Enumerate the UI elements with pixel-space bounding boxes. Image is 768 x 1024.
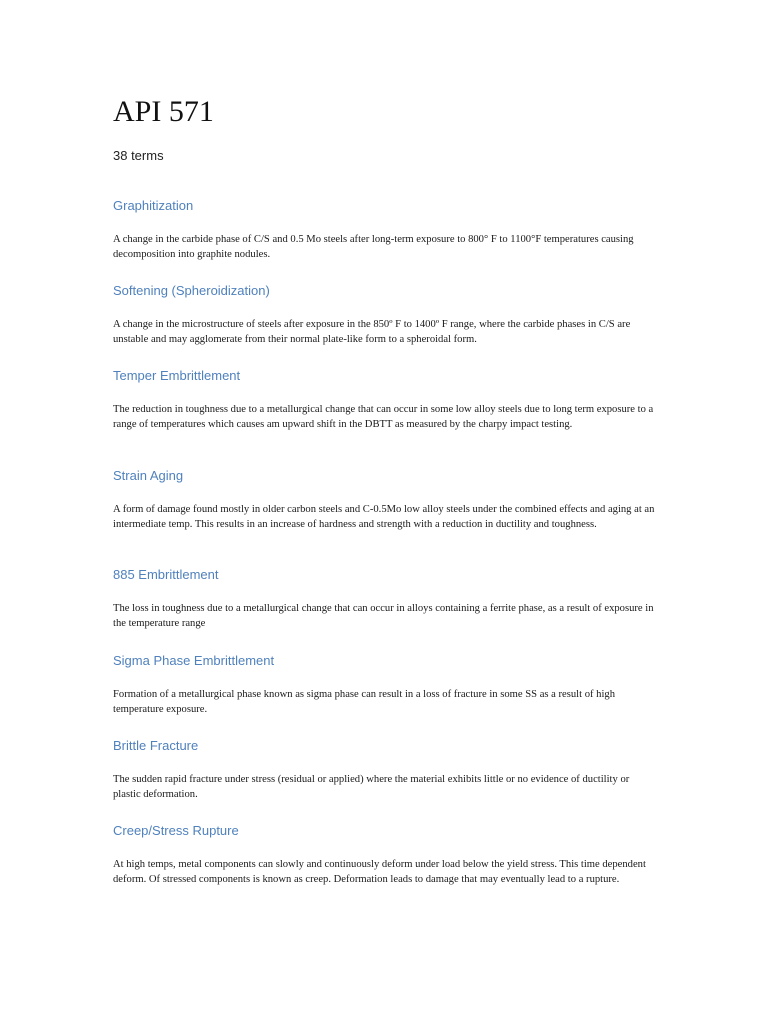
term-item: [113, 822, 655, 922]
term-item: [113, 652, 655, 737]
document-title: API 571: [113, 95, 214, 128]
term-definition: A form of damage found mostly in older carbon steels and C-0.5Mo low alloy steels under the combined effects and aging at an intermediate temp. This results in an increase of hardness and strength with a reduction in ductility and toughness.: [113, 504, 655, 530]
term-heading: Graphitization: [113, 198, 194, 213]
term-definition: A change in the microstructure of steels after exposure in the 850º F to 1400º F range, where the carbide phases in C/S are unstable and may agglomerate from their normal plate-like form to a spheroidal form.: [113, 319, 631, 345]
term-item: [113, 282, 655, 367]
term-heading: Softening (Spheroidization): [113, 283, 270, 298]
term-definition: At high temps, metal components can slowly and continuously deform under load below the yield stress. This time dependent deform. Of stressed components is known as creep. Deformation leads to damage that may eventually lead to a rupture.: [113, 859, 646, 885]
term-item: [113, 367, 655, 467]
term-heading: Brittle Fracture: [113, 738, 199, 753]
term-definition: A change in the carbide phase of C/S and 0.5 Mo steels after long-term exposure to 800° F to 1100°F temperatures causing decomposition into graphite nodules.: [113, 234, 634, 260]
term-count: 38 terms: [113, 148, 164, 163]
term-heading: 885 Embrittlement: [113, 567, 219, 582]
term-item: [113, 467, 655, 566]
term-item: [113, 737, 655, 822]
term-item: [113, 197, 655, 282]
term-heading: Strain Aging: [113, 468, 184, 483]
term-list: [113, 197, 655, 922]
term-heading: Sigma Phase Embrittlement: [113, 653, 275, 668]
term-definition: The reduction in toughness due to a metallurgical change that can occur in some low alloy steels due to long term exposure to a range of temperatures which causes am upward shift in the DBTT as measured by the charpy impact testing.: [113, 404, 654, 430]
term-definition: The loss in toughness due to a metallurgical change that can occur in alloys containing a ferrite phase, as a result of exposure in the temperature range: [113, 603, 654, 629]
term-definition: Formation of a metallurgical phase known as sigma phase can result in a loss of fracture in some SS as a result of high temperature exposure.: [113, 689, 616, 715]
term-item: [113, 566, 655, 652]
term-heading: Creep/Stress Rupture: [113, 823, 239, 838]
term-heading: Temper Embrittlement: [113, 368, 241, 383]
term-definition: The sudden rapid fracture under stress (residual or applied) where the material exhibits little or no evidence of ductility or plastic deformation.: [113, 774, 630, 800]
